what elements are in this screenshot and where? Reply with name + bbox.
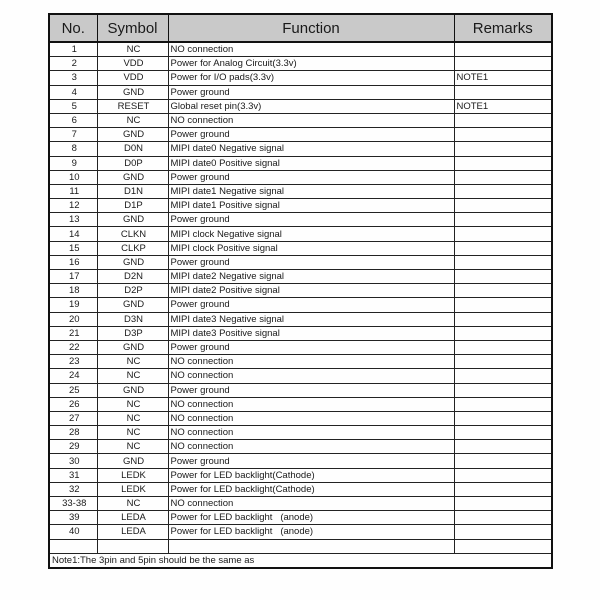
cell-no: 20 [49, 312, 97, 326]
column-header-function: Function [168, 14, 454, 42]
table-row [49, 284, 552, 298]
cell-function: Power ground [168, 85, 454, 99]
cell-function: Power for LED backlight (anode) [168, 511, 454, 525]
cell-no: 12 [49, 199, 97, 213]
table-row [49, 312, 552, 326]
cell-function: Power for I/O pads(3.3v) [168, 71, 454, 85]
cell-function: MIPI date1 Positive signal [168, 199, 454, 213]
cell-remarks [454, 340, 552, 354]
table-row [49, 340, 552, 354]
table-row [49, 539, 552, 553]
cell-no: 3 [49, 71, 97, 85]
cell-function: MIPI date0 Negative signal [168, 142, 454, 156]
column-header-no: No. [49, 14, 97, 42]
cell-function: NO connection [168, 42, 454, 57]
cell-symbol: D0N [97, 142, 168, 156]
cell-no: 21 [49, 326, 97, 340]
cell-function: Power ground [168, 383, 454, 397]
cell-no: 6 [49, 113, 97, 127]
cell-function: MIPI date1 Negative signal [168, 184, 454, 198]
cell-remarks [454, 85, 552, 99]
cell-remarks [454, 142, 552, 156]
table-row [49, 454, 552, 468]
cell-symbol: D3N [97, 312, 168, 326]
table-row [49, 241, 552, 255]
cell-no: 30 [49, 454, 97, 468]
cell-symbol: NC [97, 411, 168, 425]
cell-symbol: NC [97, 113, 168, 127]
cell-no: 17 [49, 270, 97, 284]
cell-remarks [454, 383, 552, 397]
cell-remarks [454, 270, 552, 284]
cell-no: 31 [49, 468, 97, 482]
cell-symbol: LEDK [97, 482, 168, 496]
cell-symbol: NC [97, 497, 168, 511]
table-body [49, 42, 552, 553]
table-row [49, 199, 552, 213]
cell-function: Power ground [168, 340, 454, 354]
table-row [49, 184, 552, 198]
cell-remarks [454, 113, 552, 127]
cell-remarks [454, 497, 552, 511]
table-row [49, 128, 552, 142]
cell-no: 19 [49, 298, 97, 312]
cell-no: 10 [49, 170, 97, 184]
cell-remarks [454, 312, 552, 326]
cell-remarks [454, 411, 552, 425]
note-text: Note1:The 3pin and 5pin should be the same as [49, 553, 552, 568]
cell-remarks [454, 511, 552, 525]
cell-function: NO connection [168, 397, 454, 411]
table-row [49, 426, 552, 440]
table-row [49, 57, 552, 71]
cell-symbol: D2N [97, 270, 168, 284]
table-row [49, 113, 552, 127]
table-row [49, 170, 552, 184]
cell-remarks [454, 355, 552, 369]
table-row [49, 411, 552, 425]
cell-no: 24 [49, 369, 97, 383]
cell-no: 11 [49, 184, 97, 198]
column-header-remarks: Remarks [454, 14, 552, 42]
cell-no: 40 [49, 525, 97, 539]
cell-remarks [454, 440, 552, 454]
cell-no: 16 [49, 255, 97, 269]
cell-function: NO connection [168, 355, 454, 369]
cell-remarks [454, 539, 552, 553]
cell-no: 4 [49, 85, 97, 99]
cell-symbol: GND [97, 85, 168, 99]
pin-assignment-table [48, 13, 553, 569]
cell-symbol: D2P [97, 284, 168, 298]
cell-remarks [454, 468, 552, 482]
cell-symbol: NC [97, 355, 168, 369]
cell-no: 15 [49, 241, 97, 255]
cell-function: NO connection [168, 426, 454, 440]
cell-function [168, 539, 454, 553]
cell-symbol: VDD [97, 57, 168, 71]
table-row [49, 497, 552, 511]
cell-symbol: GND [97, 128, 168, 142]
cell-no: 26 [49, 397, 97, 411]
cell-no: 39 [49, 511, 97, 525]
cell-symbol: VDD [97, 71, 168, 85]
cell-function: MIPI date3 Negative signal [168, 312, 454, 326]
cell-remarks: NOTE1 [454, 99, 552, 113]
cell-symbol: GND [97, 383, 168, 397]
cell-remarks [454, 156, 552, 170]
cell-remarks [454, 199, 552, 213]
cell-function: Power ground [168, 298, 454, 312]
cell-remarks [454, 241, 552, 255]
table-row [49, 369, 552, 383]
table-row [49, 440, 552, 454]
cell-symbol: CLKN [97, 227, 168, 241]
cell-function: NO connection [168, 440, 454, 454]
cell-symbol: LEDA [97, 525, 168, 539]
cell-no: 14 [49, 227, 97, 241]
table-row [49, 397, 552, 411]
cell-no: 5 [49, 99, 97, 113]
table-row [49, 42, 552, 57]
cell-symbol: GND [97, 298, 168, 312]
cell-remarks [454, 227, 552, 241]
cell-symbol: RESET [97, 99, 168, 113]
table-header-row [49, 14, 552, 42]
cell-remarks [454, 397, 552, 411]
table-row [49, 383, 552, 397]
cell-no: 32 [49, 482, 97, 496]
cell-remarks [454, 426, 552, 440]
cell-function: Power ground [168, 255, 454, 269]
cell-no: 27 [49, 411, 97, 425]
cell-function: MIPI date0 Positive signal [168, 156, 454, 170]
cell-remarks [454, 42, 552, 57]
cell-function: Power for LED backlight(Cathode) [168, 482, 454, 496]
table-row [49, 255, 552, 269]
table-row [49, 142, 552, 156]
cell-remarks [454, 57, 552, 71]
table-row [49, 482, 552, 496]
cell-remarks [454, 298, 552, 312]
cell-no: 18 [49, 284, 97, 298]
table-row [49, 326, 552, 340]
cell-remarks [454, 284, 552, 298]
table-row [49, 213, 552, 227]
cell-symbol: GND [97, 255, 168, 269]
cell-function: Power for LED backlight (anode) [168, 525, 454, 539]
cell-function: NO connection [168, 411, 454, 425]
cell-no: 33-38 [49, 497, 97, 511]
cell-no: 22 [49, 340, 97, 354]
cell-remarks: NOTE1 [454, 71, 552, 85]
cell-no [49, 539, 97, 553]
cell-no: 13 [49, 213, 97, 227]
cell-no: 9 [49, 156, 97, 170]
note-row [49, 553, 552, 568]
cell-symbol: LEDK [97, 468, 168, 482]
cell-remarks [454, 128, 552, 142]
cell-symbol: NC [97, 42, 168, 57]
cell-function: Power ground [168, 454, 454, 468]
cell-remarks [454, 184, 552, 198]
cell-remarks [454, 326, 552, 340]
cell-symbol: D0P [97, 156, 168, 170]
cell-no: 8 [49, 142, 97, 156]
cell-function: Power ground [168, 213, 454, 227]
cell-remarks [454, 255, 552, 269]
cell-function: NO connection [168, 497, 454, 511]
cell-function: Power for LED backlight(Cathode) [168, 468, 454, 482]
cell-function: Power ground [168, 170, 454, 184]
table-row [49, 270, 552, 284]
cell-symbol: GND [97, 170, 168, 184]
cell-no: 25 [49, 383, 97, 397]
cell-function: Global reset pin(3.3v) [168, 99, 454, 113]
table-row [49, 511, 552, 525]
cell-symbol [97, 539, 168, 553]
cell-symbol: D1N [97, 184, 168, 198]
table-row [49, 99, 552, 113]
cell-remarks [454, 454, 552, 468]
table-row [49, 468, 552, 482]
cell-symbol: D1P [97, 199, 168, 213]
cell-symbol: LEDA [97, 511, 168, 525]
cell-remarks [454, 525, 552, 539]
cell-function: Power ground [168, 128, 454, 142]
cell-no: 2 [49, 57, 97, 71]
cell-symbol: GND [97, 340, 168, 354]
cell-function: NO connection [168, 369, 454, 383]
cell-symbol: NC [97, 397, 168, 411]
cell-symbol: NC [97, 440, 168, 454]
cell-no: 1 [49, 42, 97, 57]
cell-function: MIPI date2 Positive signal [168, 284, 454, 298]
cell-no: 29 [49, 440, 97, 454]
table-row [49, 71, 552, 85]
cell-symbol: GND [97, 454, 168, 468]
cell-no: 7 [49, 128, 97, 142]
cell-function: MIPI clock Negative signal [168, 227, 454, 241]
cell-remarks [454, 369, 552, 383]
cell-function: Power for Analog Circuit(3.3v) [168, 57, 454, 71]
table-row [49, 525, 552, 539]
table-row [49, 355, 552, 369]
cell-symbol: NC [97, 369, 168, 383]
cell-function: MIPI clock Positive signal [168, 241, 454, 255]
cell-remarks [454, 213, 552, 227]
cell-remarks [454, 482, 552, 496]
cell-function: NO connection [168, 113, 454, 127]
cell-no: 28 [49, 426, 97, 440]
cell-symbol: CLKP [97, 241, 168, 255]
cell-function: MIPI date3 Positive signal [168, 326, 454, 340]
table-row [49, 85, 552, 99]
table-row [49, 298, 552, 312]
column-header-symbol: Symbol [97, 14, 168, 42]
table-row [49, 156, 552, 170]
cell-symbol: NC [97, 426, 168, 440]
table-row [49, 227, 552, 241]
cell-symbol: D3P [97, 326, 168, 340]
cell-remarks [454, 170, 552, 184]
cell-function: MIPI date2 Negative signal [168, 270, 454, 284]
cell-symbol: GND [97, 213, 168, 227]
cell-no: 23 [49, 355, 97, 369]
